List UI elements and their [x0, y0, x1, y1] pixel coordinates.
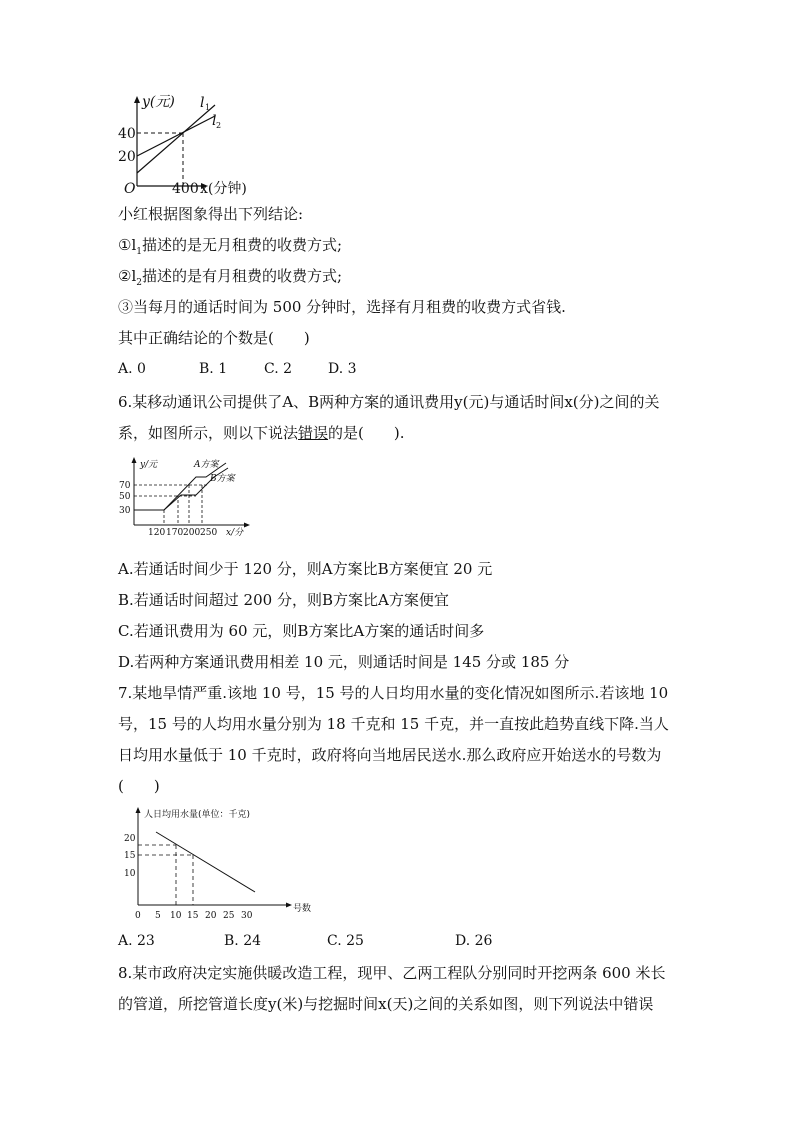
fig2-y-tick-70: 70: [119, 481, 131, 491]
fig3-x-tick-25: 25: [223, 911, 235, 921]
figure-2-graph: [116, 455, 256, 539]
q7-stem-line-1: 7.某地旱情严重.该地 10 号，15 号的人日均用水量的变化情况如图所示.若该地 10: [118, 684, 669, 702]
fig3-x-tick-0: 0: [135, 911, 141, 921]
q5-c1-text: 描述的是无月租费的收费方式;: [141, 236, 343, 254]
fig1-line2-sub: 2: [216, 121, 222, 130]
q5-c2-prefix: ②l: [118, 267, 137, 285]
fig3-x-axis-label: 号数: [293, 904, 312, 914]
figure-1-graph: [112, 94, 262, 198]
fig2-x-tick-170: 170: [166, 528, 184, 538]
fig1-line1-label: l: [200, 95, 205, 111]
q5-c1-prefix: ①l: [118, 236, 137, 254]
fig1-line1-sub: 1: [205, 103, 211, 112]
fig3-x-tick-30: 30: [241, 911, 253, 921]
fig2-y-tick-50: 50: [119, 492, 131, 502]
fig2-y-tick-30: 30: [119, 506, 131, 516]
q6-option-b: B.若通话时间超过 200 分，则B方案比A方案便宜: [118, 591, 449, 609]
q7-option-d: D. 26: [455, 933, 493, 949]
q8-stem-line-2: 的管道，所挖管道长度y(米)与挖掘时间x(天)之间的关系如图，则下列说法中错误: [118, 995, 654, 1013]
q6-stem-line-1: 6.某移动通讯公司提供了A、B两种方案的通讯费用y(元)与通话时间x(分)之间的关: [118, 393, 660, 411]
q6-option-c: C.若通讯费用为 60 元，则B方案比A方案的通话时间多: [118, 622, 485, 640]
fig1-y-tick-20: 20: [118, 149, 136, 165]
q5-c2-text: 描述的是有月租费的收费方式;: [141, 267, 343, 285]
fig2-y-axis-label: y/元: [140, 460, 158, 470]
fig1-x-tick-400: 400: [172, 181, 199, 197]
fig2-x-axis-label: x/分: [226, 528, 244, 538]
fig3-x-tick-5: 5: [155, 911, 161, 921]
fig2-line-b-label: B方案: [210, 474, 235, 484]
fig3-x-tick-15: 15: [187, 911, 199, 921]
q6-stem-part-b: 的是( ).: [328, 424, 405, 442]
q6-stem-line-2: [118, 423, 405, 443]
fig2-line-a-label: A方案: [194, 460, 219, 470]
q5-option-b: B. 1: [199, 361, 228, 377]
fig1-y-axis-label: y(元): [142, 94, 175, 110]
q5-option-a: A. 0: [118, 361, 146, 377]
fig3-y-tick-20: 20: [124, 834, 136, 844]
q5-conclusion-3: ③当每月的通话时间为 500 分钟时，选择有月租费的收费方式省钱.: [118, 298, 566, 316]
fig2-x-tick-200: 200: [183, 528, 201, 538]
q5-conclusion-1: [118, 235, 342, 262]
q5-c1-sub: 1: [136, 247, 142, 257]
q7-stem-line-2: 号，15 号的人均用水量分别为 18 千克和 15 千克，并一直按此趋势直线下降.当人: [118, 715, 669, 733]
q7-stem-line-4: ( ): [118, 777, 160, 795]
fig3-x-tick-10: 10: [170, 911, 182, 921]
q5-question: 其中正确结论的个数是( ): [118, 329, 310, 347]
q6-stem-part-a: 系，如图所示，则以下说法: [118, 424, 299, 442]
q5-option-c: C. 2: [264, 361, 293, 377]
fig1-x-axis-label: x(分钟): [200, 181, 247, 197]
fig3-y-axis-label: 人日均用水量(单位：千克): [144, 810, 251, 820]
q5-lead: 小红根据图象得出下列结论:: [118, 205, 304, 223]
fig2-x-tick-120: 120: [148, 528, 166, 538]
q5-option-d: D. 3: [328, 361, 357, 377]
q7-option-c: C. 25: [327, 933, 364, 949]
q6-option-d: D.若两种方案通讯费用相差 10 元，则通话时间是 145 分或 185 分: [118, 653, 570, 671]
q7-stem-line-3: 日均用水量低于 10 千克时，政府将向当地居民送水.那么政府应开始送水的号数为: [118, 746, 662, 764]
fig1-line2-label: l: [212, 113, 217, 129]
q5-conclusion-2: [118, 266, 342, 293]
q6-stem-underlined: 错误: [298, 424, 329, 442]
fig3-y-tick-10: 10: [124, 869, 136, 879]
q8-stem-line-1: 8.某市政府决定实施供暖改造工程，现甲、乙两工程队分别同时开挖两条 600 米长: [118, 964, 666, 982]
fig1-y-tick-40: 40: [118, 126, 136, 142]
figure-3-graph: [116, 803, 316, 921]
fig1-origin-label: O: [124, 181, 136, 197]
fig2-x-tick-250: 250: [200, 528, 218, 538]
fig3-x-tick-20: 20: [205, 911, 217, 921]
fig3-y-tick-15: 15: [124, 851, 136, 861]
q6-option-a: A.若通话时间少于 120 分，则A方案比B方案便宜 20 元: [118, 560, 493, 578]
q5-c2-sub: 2: [136, 278, 142, 288]
q7-option-a: A. 23: [118, 933, 155, 949]
q7-option-b: B. 24: [224, 933, 262, 949]
